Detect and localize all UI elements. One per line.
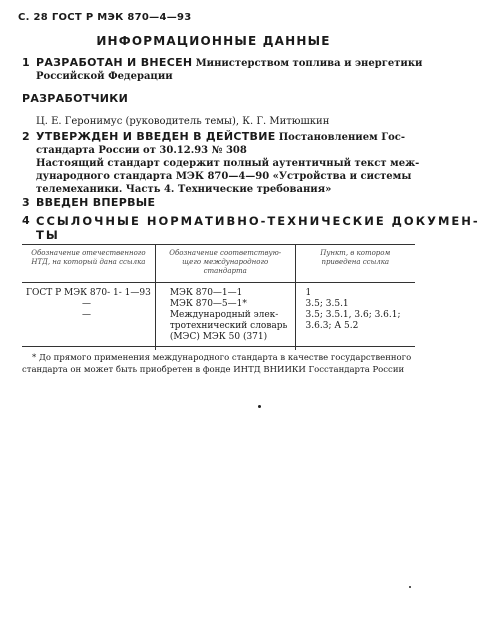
table-row — [22, 283, 415, 351]
section-2 — [22, 130, 420, 196]
developers-names: Ц. Е. Геронимус (руководитель темы), К. Г. Митюшкин — [36, 116, 330, 127]
section-3 — [22, 196, 413, 210]
document-title: ИНФОРМАЦИОННЫЕ ДАННЫЕ — [96, 34, 331, 48]
table-header-row — [22, 245, 415, 283]
reference-table — [22, 244, 415, 350]
table-header-cell: Обозначение соответствую- щего международного стандарта — [155, 245, 295, 283]
section-text: Настоящий стандарт содержит полный аутентичный текст меж- — [36, 158, 420, 169]
section-text: дународного стандарта МЭК 870—4—90 «Устройства и системы — [36, 171, 412, 182]
section-text: стандарта России от 30.12.93 № 308 — [36, 145, 247, 156]
section-heading: УТВЕРЖДЕН И ВВЕДЕН В ДЕЙСТВИЕ — [36, 130, 276, 143]
table-cell: ГОСТ Р МЭК 870- 1- 1—93 — — — [26, 288, 151, 320]
table-cell: 1 3.5; 3.5.1 3.5; 3.5.1, 3.6; 3.6.1; 3.6.3; А 5.2 — [295, 283, 415, 351]
footnote: * До прямого применения международного стандарта в качестве государственного стандарта он может быть приобретен в фонде ИНТД ВНИИКИ Госстандарта России — [22, 353, 412, 375]
section-number: 3 — [22, 196, 30, 209]
section-text: Постановлением Гос- — [278, 132, 406, 143]
section-4 — [22, 214, 480, 242]
section-text: Министерством топлива и энергетики — [195, 58, 423, 69]
section-number: 2 — [22, 130, 30, 143]
table-header-cell: Пункт, в котором приведена ссылка — [295, 245, 415, 283]
section-text: Российской Федерации — [36, 71, 173, 82]
section-heading: ВВЕДЕН ВПЕРВЫЕ — [36, 196, 156, 209]
scan-speck — [409, 586, 411, 588]
section-heading: ССЫЛОЧНЫЕ НОРМАТИВНО-ТЕХНИЧЕСКИЕ ДОКУМЕН- — [36, 214, 480, 228]
scan-speck — [258, 405, 261, 408]
table-bottom-rule — [22, 346, 415, 347]
developers-heading: РАЗРАБОТЧИКИ — [22, 92, 129, 105]
table-header-cell: Обозначение отечественного НТД, на который дана ссылка — [22, 245, 155, 283]
section-number: 4 — [22, 214, 30, 227]
section-1 — [22, 56, 423, 83]
section-text: телемеханики. Часть 4. Технические требования» — [36, 184, 332, 195]
section-heading: РАЗРАБОТАН И ВНЕСЕН — [36, 56, 193, 69]
section-heading: ТЫ — [36, 228, 60, 242]
page-header: С. 28 ГОСТ Р МЭК 870—4—93 — [18, 12, 192, 23]
section-number: 1 — [22, 56, 30, 69]
table-cell: МЭК 870—1—1 МЭК 870—5—1* Международный элек- тротехнический словарь (МЭС) МЭК 50 (371) — [155, 283, 295, 351]
